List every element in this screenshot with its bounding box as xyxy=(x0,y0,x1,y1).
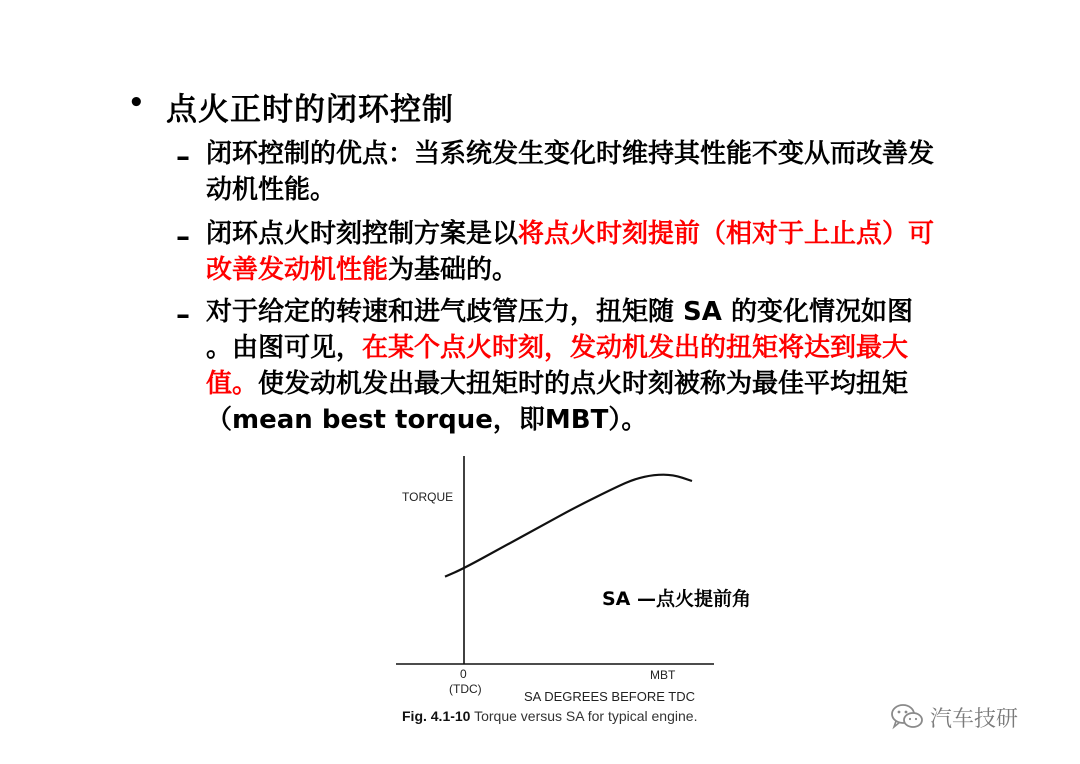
caption-text: Torque versus SA for typical engine. xyxy=(474,708,698,724)
point2-text xyxy=(206,216,946,288)
slide-title: 点火正时的闭环控制 xyxy=(166,92,454,128)
point2-before: 闭环点火时刻控制方案是以 xyxy=(206,219,519,249)
point2-after: 为基础的。 xyxy=(388,255,519,285)
point1-text xyxy=(206,136,946,208)
point1-body: 闭环控制的优点：当系统发生变化时维持其性能不变从而改善发动机性能。 xyxy=(206,139,935,205)
x-tick-zero: 0 xyxy=(460,667,467,681)
title-bullet: • xyxy=(128,88,145,118)
point3-highlight: 在某个点火时刻，发动机发出的扭矩将达到最大值。 xyxy=(206,333,909,399)
point3-dash: – xyxy=(176,298,190,331)
caption-label: Fig. 4.1-10 xyxy=(402,708,471,724)
point2-dash: – xyxy=(176,220,190,253)
point3-text xyxy=(206,294,946,438)
figure-caption xyxy=(402,708,697,724)
wechat-icon xyxy=(890,702,924,732)
y-axis-label: TORQUE xyxy=(402,490,454,504)
point1-dash: – xyxy=(176,140,190,173)
x-tick-mbt: MBT xyxy=(650,668,676,682)
sa-annotation: SA —点火提前角 xyxy=(602,588,752,610)
point2-highlight: 将点火时刻提前（相对于上止点）可改善发动机性能 xyxy=(206,219,935,285)
x-axis-label: SA DEGREES BEFORE TDC xyxy=(524,689,695,704)
point3-before: 对于给定的转速和进气歧管压力，扭矩随 SA 的变化情况如图 。由图可见， xyxy=(206,297,913,363)
watermark-text: 汽车技研 xyxy=(930,706,1019,732)
point3-after: 使发动机发出最大扭矩时的点火时刻被称为最佳平均扭矩（mean best torque，即MBT）。 xyxy=(206,369,909,435)
watermark xyxy=(890,700,1018,734)
torque-curve-line xyxy=(445,475,692,577)
x-tick-tdc: (TDC) xyxy=(449,682,482,696)
